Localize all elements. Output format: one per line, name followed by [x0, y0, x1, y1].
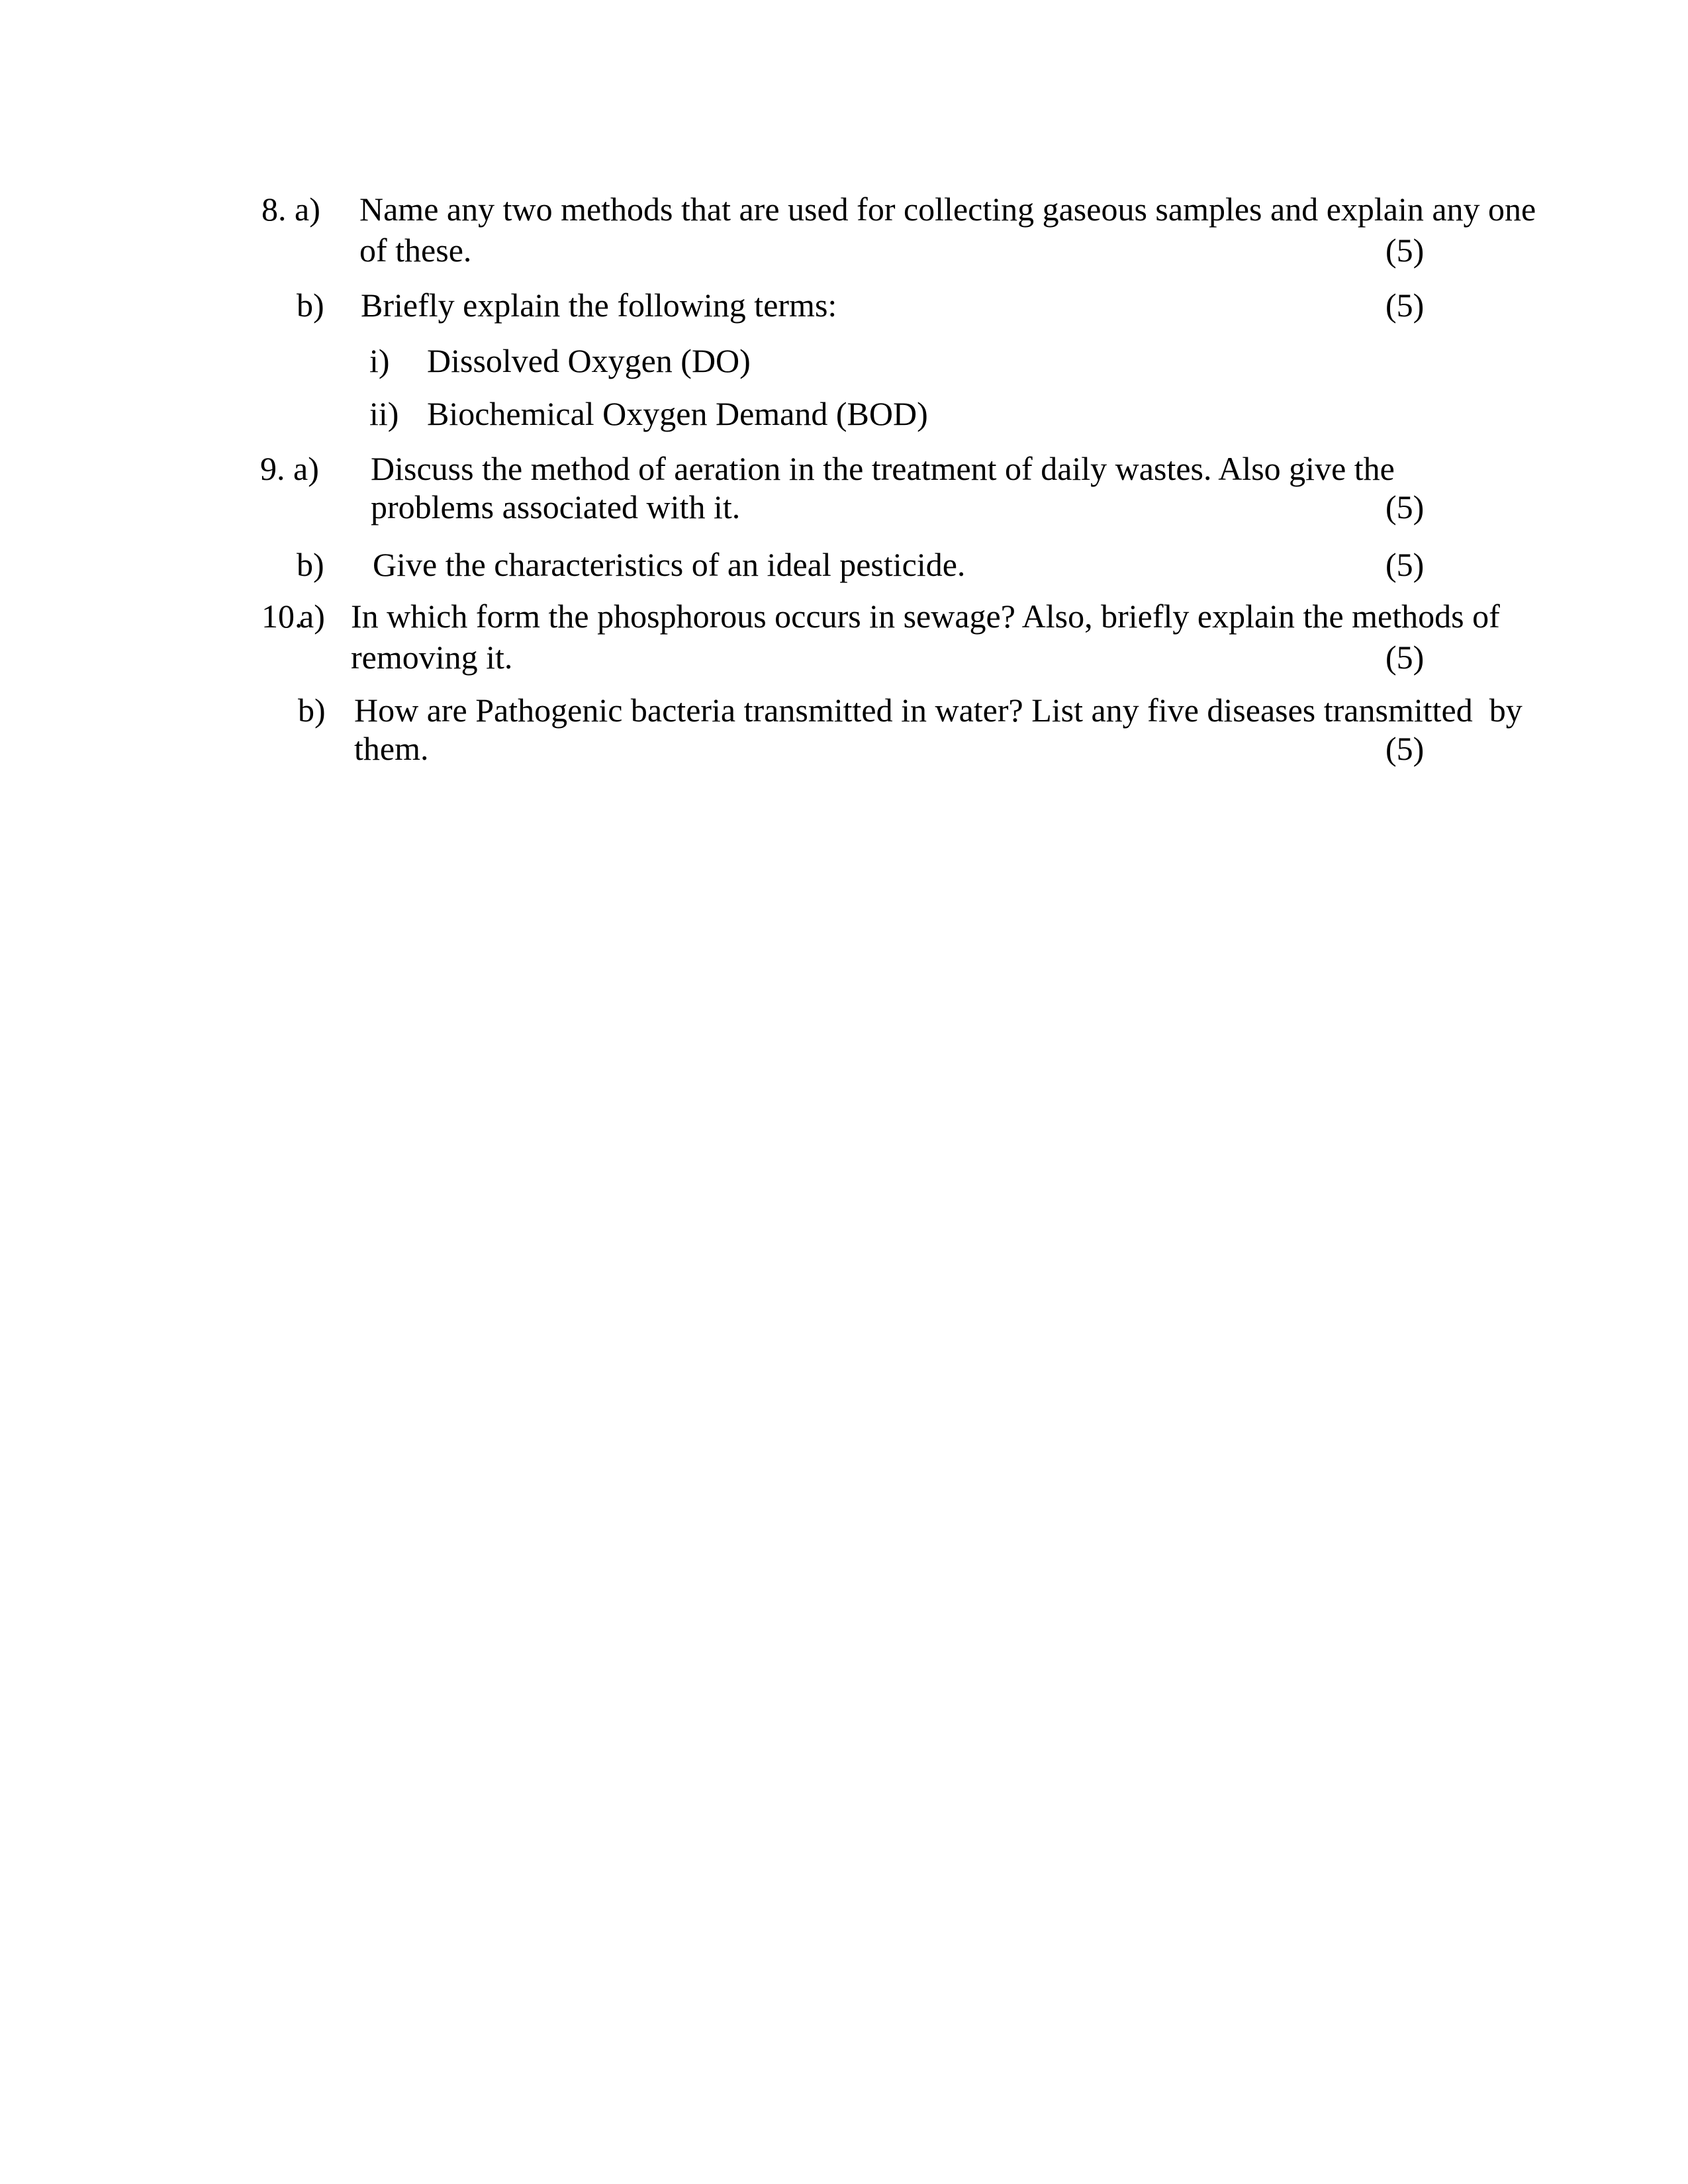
q8b-sub-ii-label: ii) — [369, 395, 399, 432]
q8-number: 8. — [261, 191, 287, 228]
q9b-label: b) — [297, 546, 324, 583]
q8a-line-1: Name any two methods that are used for collecting gaseous samples and explain any one — [359, 191, 1536, 228]
q9a-line-1: Discuss the method of aeration in the treatment of daily wastes. Also give the — [371, 450, 1395, 487]
q8b-label: b) — [297, 287, 324, 324]
q10b-label: b) — [298, 692, 326, 729]
q9a-line-2: problems associated with it. — [371, 488, 741, 525]
q8b-sub-i-text: Dissolved Oxygen (DO) — [427, 342, 751, 379]
q9b-line-1: Give the characteristics of an ideal pesticide. — [373, 546, 966, 583]
q10a-marks: (5) — [1385, 639, 1425, 676]
q9-number: 9. — [260, 450, 285, 487]
q8b-sub-ii-text: Biochemical Oxygen Demand (BOD) — [427, 395, 928, 432]
q10b-line-1: How are Pathogenic bacteria transmitted in water? List any five diseases transmitted by — [354, 692, 1523, 729]
q10b-line-2: them. — [354, 730, 429, 767]
q10-number: 10. — [261, 598, 303, 635]
q10b-marks: (5) — [1385, 730, 1425, 767]
q9a-marks: (5) — [1385, 488, 1425, 525]
q8b-marks: (5) — [1385, 287, 1425, 324]
q8b-line-1: Briefly explain the following terms: — [361, 287, 837, 324]
q10a-line-2: removing it. — [351, 639, 513, 676]
q9b-marks: (5) — [1385, 546, 1425, 583]
q9a-label: a) — [293, 450, 319, 487]
q8a-label: a) — [295, 191, 320, 228]
q10a-line-1: In which form the phosphorous occurs in sewage? Also, briefly explain the methods of — [351, 598, 1500, 635]
q8a-marks: (5) — [1385, 232, 1425, 269]
q8b-sub-i-label: i) — [369, 342, 390, 379]
q8a-line-2: of these. — [359, 232, 472, 269]
q10a-label: a) — [299, 598, 325, 635]
